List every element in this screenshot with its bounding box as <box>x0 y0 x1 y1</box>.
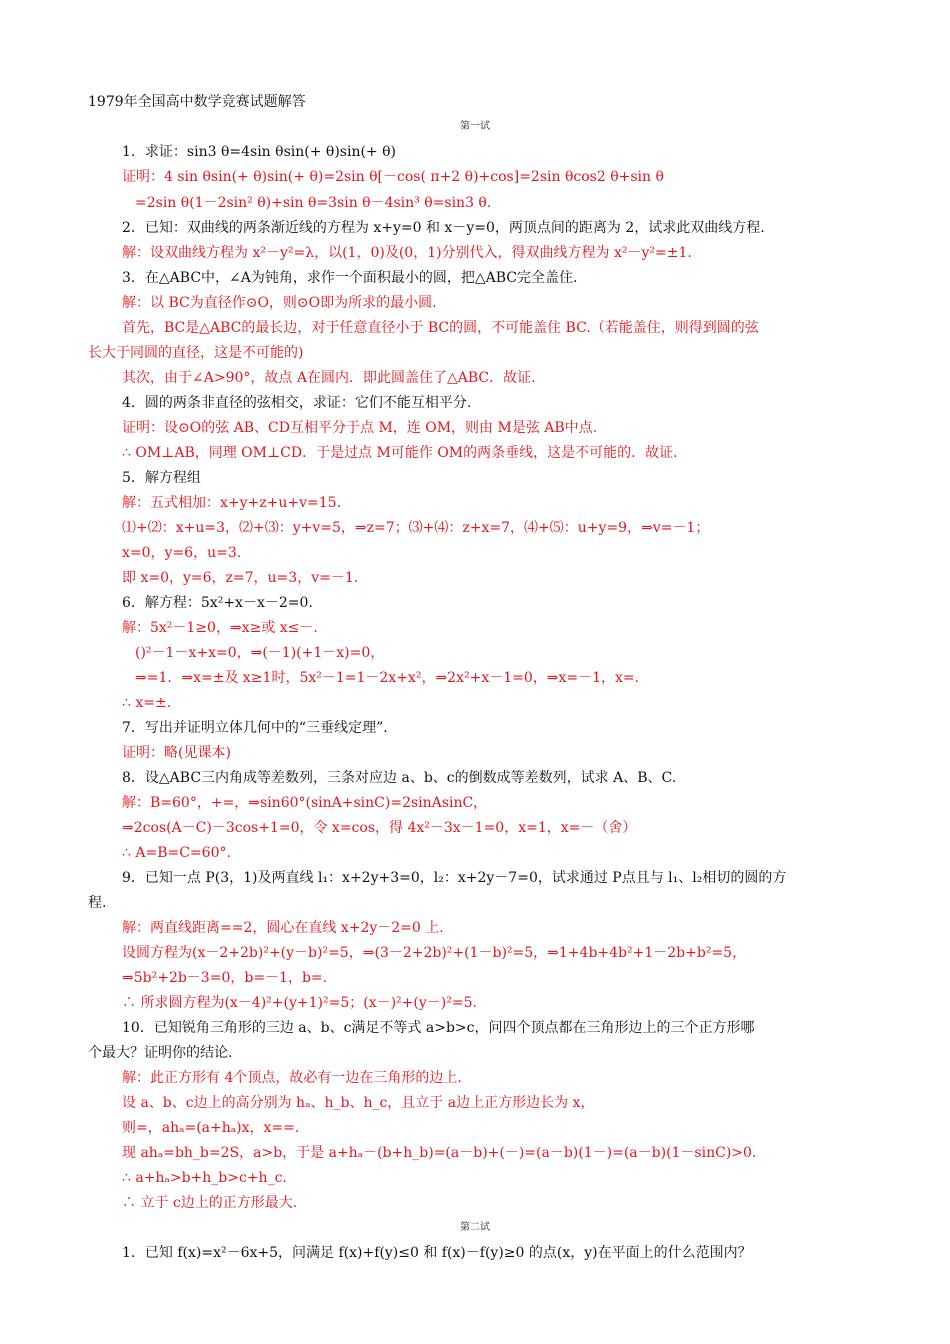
solution-line: ∴ A=B=C=60°. <box>122 845 231 861</box>
solution-line: ∴ a+hₐ>b+h_b>c+h_c. <box>122 1170 287 1186</box>
problem-line: 6．解方程：5x²+x－x－2=0. <box>122 595 313 611</box>
solution-line: 证明：略(见课本) <box>122 745 231 761</box>
problem-line: 9．已知一点 P(3，1)及两直线 l₁：x+2y+3=0，l₂：x+2y－7=0，试求通过 P点且与 l₁、l₂相切的圆的方 <box>122 870 787 886</box>
solution-line: 现 ahₐ=bh_b=2S，a>b，于是 a+hₐ－(b+h_b)=(a－b)+(－)=(a－b)(1－)=(a－b)(1－sinC)>0. <box>122 1145 757 1161</box>
problem-line: 2．已知：双曲线的两条渐近线的方程为 x+y=0 和 x－y=0，两顶点间的距离为 2，试求此双曲线方程. <box>122 220 765 236</box>
solution-line: 即 x=0，y=6，z=7，u=3，v=－1. <box>122 570 359 586</box>
solution-line: ∴ 所求圆方程为(x－4)²+(y+1)²=5；(x－)²+(y－)²=5. <box>122 995 477 1011</box>
solution-line: 则=，ahₐ=(a+hₐ)x，x==. <box>122 1120 300 1136</box>
solution-line: 解：此正方形有 4个顶点，故必有一边在三角形的边上. <box>122 1070 462 1086</box>
problem-line: 个最大？证明你的结论. <box>88 1045 233 1061</box>
problem-line: 3．在△ABC中，∠A为钝角，求作一个面积最小的圆，把△ABC完全盖住. <box>122 270 578 286</box>
problem-line: 程. <box>88 895 107 911</box>
problem-line: 8．设△ABC三内角成等差数列，三条对应边 a、b、c的倒数成等差数列，试求 A、B、C. <box>122 770 677 786</box>
solution-line: ∴ x=±. <box>122 695 172 711</box>
solution-line: ∴ OM⊥AB，同理 OM⊥CD．于是过点 M可能作 OM的两条垂线，这是不可能的．故证. <box>122 445 678 461</box>
solution-line: ⇒5b²+2b－3=0，b=－1，b=. <box>122 970 328 986</box>
solution-line: x=0，y=6，u=3. <box>122 545 242 561</box>
problem-line: 1．已知 f(x)=x²－6x+5，问满足 f(x)+f(y)≤0 和 f(x)－f(y)≥0 的点(x，y)在平面上的什么范围内？ <box>122 1245 752 1261</box>
solution-line: ⇒=1．⇒x=±及 x≥1时，5x²－1=1－2x+x²，⇒2x²+x－1=0，⇒x=－1，x=. <box>135 670 640 686</box>
solution-line: ()²－1－x+x=0，⇒(－1)(+1－x)=0， <box>135 645 385 661</box>
solution-line: 证明：设⊙O的弦 AB、CD互相平分于点 M，连 OM，则由 M是弦 AB中点. <box>122 420 598 436</box>
problem-line: 7．写出并证明立体几何中的“三垂线定理”. <box>122 720 388 736</box>
solution-line: ⑴+⑵：x+u=3，⑵+⑶：y+v=5，⇒z=7；⑶+⑷：z+x=7，⑷+⑸：u+y=9，⇒v=－1； <box>122 520 710 536</box>
solution-line: 解：设双曲线方程为 x²－y²=λ，以(1，0)及(0，1)分别代入，得双曲线方程为 x²－y²=±1. <box>122 245 692 261</box>
solution-line: 解：以 BC为直径作⊙O，则⊙O即为所求的最小圆. <box>122 295 437 311</box>
solution-line: 长大于同圆的直径，这是不可能的) <box>88 345 304 361</box>
solution-line: 首先，BC是△ABC的最长边，对于任意直径小于 BC的圆，不可能盖住 BC.（若能盖住，则得到圆的弦 <box>122 320 759 336</box>
solution-line: ⇒2cos(A－C)－3cos+1=0，令 x=cos，得 4x²－3x－1=0，x=1，x=－（舍） <box>122 820 637 836</box>
problem-line: 10．已知锐角三角形的三边 a、b、c满足不等式 a>b>c，问四个顶点都在三角形边上的三个正方形哪 <box>122 1020 755 1036</box>
solution-line: 解：两直线距离==2，圆心在直线 x+2y－2=0 上. <box>122 920 444 936</box>
solution-line: ∴ 立于 c边上的正方形最大. <box>122 1195 298 1211</box>
solution-line: 设 a、b、c边上的高分别为 hₐ、h_b、h_c，且立于 a边上正方形边长为 x， <box>122 1095 595 1111</box>
document-title: 1979年全国高中数学竞赛试题解答 <box>88 94 306 110</box>
solution-line: 解：5x²－1≥0，⇒x≥或 x≤－. <box>122 620 318 636</box>
solution-line: 其次，由于∠A>90°，故点 A在圆内．即此圆盖住了△ABC．故证. <box>122 370 536 386</box>
solution-line: 解：B=60°，+=，⇒sin60°(sinA+sinC)=2sinAsinC， <box>122 795 488 811</box>
solution-line: =2sin θ(1－2sin² θ)+sin θ=3sin θ－4sin³ θ=sin3 θ. <box>135 195 492 211</box>
solution-line: 证明：4 sin θsin(+ θ)sin(+ θ)=2sin θ[－cos( π+2 θ)+cos]=2sin θcos2 θ+sin θ <box>122 169 664 185</box>
section-heading-second: 第二试 <box>460 1222 490 1233</box>
section-heading-first: 第一试 <box>460 121 490 132</box>
problem-line: 5．解方程组 <box>122 470 201 486</box>
problem-line: 1．求证：sin3 θ=4sin θsin(+ θ)sin(+ θ) <box>122 144 396 160</box>
problem-line: 4．圆的两条非直径的弦相交，求证：它们不能互相平分. <box>122 395 472 411</box>
solution-line: 解：五式相加：x+y+z+u+v=15. <box>122 495 342 511</box>
solution-line: 设圆方程为(x－2+2b)²+(y－b)²=5，⇒(3－2+2b)²+(1－b)²=5，⇒1+4b+4b²+1－2b+b²=5， <box>122 945 747 961</box>
